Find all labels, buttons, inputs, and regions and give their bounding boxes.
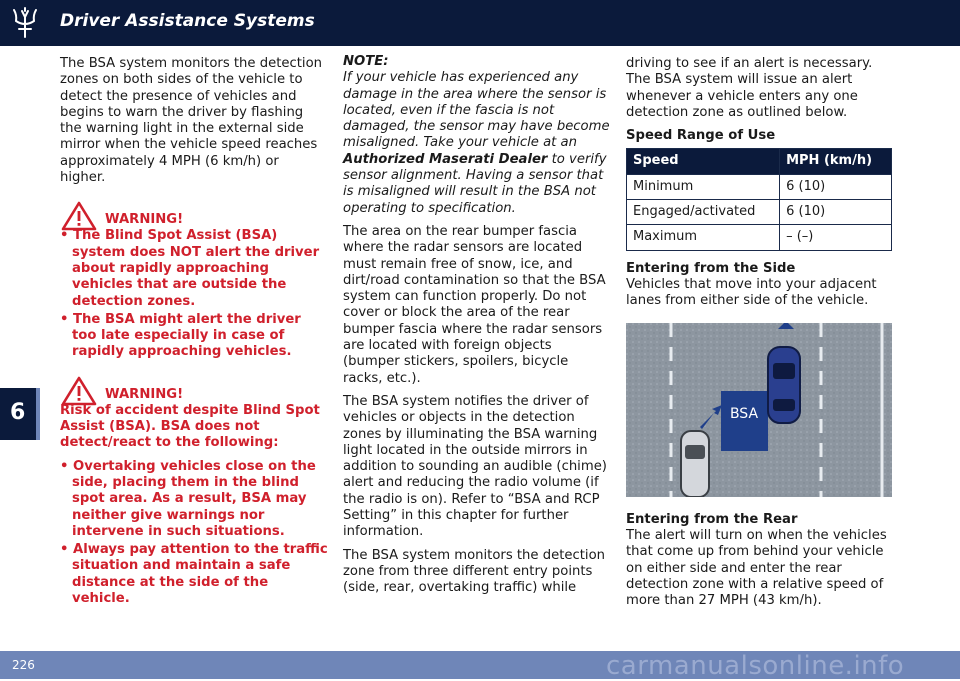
page-title: Driver Assistance Systems: [60, 11, 315, 31]
page-header: [0, 0, 960, 46]
note-label: NOTE:: [343, 54, 389, 69]
table-cell: 6 (10): [780, 174, 892, 199]
side-title: Entering from the Side: [626, 260, 796, 276]
warning-1-item: • The BSA might alert the driver too late especially in case of rapidly approaching vehicles.: [60, 311, 301, 360]
adjacent-car-icon: [681, 431, 709, 497]
rear-title: Entering from the Rear: [626, 511, 798, 527]
table-cell: Minimum: [627, 174, 780, 199]
note-text-part: to verify sensor alignment. Having a sensor that is misaligned will result in the BSA not operating to specification.: [343, 151, 607, 216]
rear-text: The alert will turn on when the vehicles that come up from behind your vehicle on either side and enter the rear detection zone with a relative speed of more than 27 MPH (43 km/h).: [626, 528, 887, 609]
paragraph: driving to see if an alert is necessary. The BSA system will issue an alert whenever a vehicle enters any one detection zone as outlined below.: [626, 56, 873, 120]
warning-1-label: WARNING!: [105, 212, 184, 228]
table-header-row: [627, 149, 892, 174]
page-footer: [0, 651, 960, 679]
table-cell: – (–): [780, 225, 892, 250]
warning-2-item: • Overtaking vehicles close on the side, placing them in the blind spot area. As a result, BSA may neither give warnings nor intervene in such situations.: [60, 458, 316, 539]
warning-2-item: • Always pay attention to the traffic situation and maintain a safe distance at the side of the vehicle.: [60, 542, 328, 607]
table-header: MPH (km/h): [780, 149, 892, 174]
paragraph: The BSA system notifies the driver of vehicles or objects in the detection zones by illuminating the BSA warning light located in the outside mirrors in addition to sounding an audible (chime) alert and reducing the radio volume (if the radio is on). Refer to “BSA and RCP Setting” in this chapter for further information.: [343, 393, 607, 540]
page-number: 226: [12, 658, 35, 672]
warning-triangle-icon: [60, 200, 98, 232]
warning-triangle-icon: [60, 375, 98, 407]
warning-1-header: [60, 200, 328, 228]
chapter-number: 6: [10, 400, 26, 425]
speed-table: [626, 148, 892, 250]
paragraph: The BSA system monitors the detection zone from three different entry points (side, rear, overtaking traffic) while: [343, 547, 606, 596]
bsa-zone-label: BSA: [729, 405, 759, 422]
warning-2-header: [60, 375, 328, 403]
note-dealer: Authorized Maserati Dealer: [343, 151, 548, 167]
table-row: [627, 174, 892, 199]
table-cell: Engaged/activated: [627, 200, 780, 225]
table-cell: 6 (10): [780, 200, 892, 225]
warning-2-lead: Risk of accident despite Blind Spot Assist (BSA). BSA does not detect/react to the following:: [60, 402, 320, 451]
column-3: [626, 56, 894, 617]
note-text-part: If your vehicle has experienced any damage in the area where the sensor is located, even if the fascia is not damaged, the sensor may have become misaligned. Take your vehicle at an: [343, 70, 610, 151]
column-1: [60, 56, 328, 613]
host-car-icon: [768, 347, 800, 423]
table-cell: Maximum: [627, 225, 780, 250]
warning-2-label: WARNING!: [105, 386, 184, 402]
note-text: [343, 70, 611, 217]
chapter-tab: [0, 388, 40, 440]
intro-paragraph: The BSA system monitors the detection zones on both sides of the vehicle to detect the presence of vehicles and begins to warn the driver by flashing the warning light in the external side mirror when the vehicle speed reaches approximately 4 MPH (6 km/h) or higher.: [60, 56, 323, 186]
watermark: carmanualsonline.info: [606, 651, 905, 681]
bsa-diagram: [626, 323, 892, 497]
trident-logo: [10, 7, 40, 39]
table-row: [627, 225, 892, 250]
warning-2-list: [60, 459, 328, 608]
warning-1-list: [60, 228, 328, 360]
side-text: Vehicles that move into your adjacent lanes from either side of the vehicle.: [626, 276, 877, 309]
paragraph: The area on the rear bumper fascia where the radar sensors are located must remain free of snow, ice, and dirt/road contamination so that the BSA system can function properly. Do not cover or block the area of the rear bumper fascia where the radar sensors are located with foreign objects (bumper stickers, spoilers, bicycle racks, etc.).: [343, 223, 606, 386]
table-title: Speed Range of Use: [626, 128, 776, 144]
table-row: [627, 200, 892, 225]
table-header: Speed: [627, 149, 780, 174]
column-2: [343, 56, 611, 604]
warning-1-item: • The Blind Spot Assist (BSA) system does NOT alert the driver about rapidly approaching vehicles that are outside the detection zones.: [60, 228, 320, 309]
